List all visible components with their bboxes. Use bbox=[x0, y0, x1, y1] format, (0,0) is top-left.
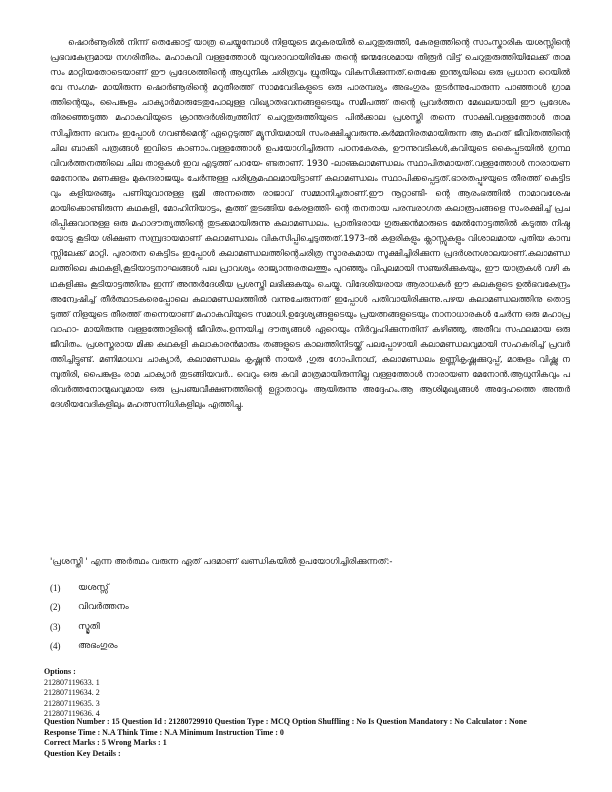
options-list bbox=[50, 578, 350, 656]
option-text: യശസ്സ് bbox=[78, 582, 109, 593]
option-number: (3) bbox=[50, 621, 61, 632]
option-number: (1) bbox=[50, 582, 61, 593]
option-id: 212807119634. 2 bbox=[44, 688, 100, 698]
option-1 bbox=[50, 578, 350, 598]
question-meta-line: Question Number : 15 Question Id : 21280729910 Question Type : MCQ Option Shuffling : No Is Question Mandatory : No Calculator : None bbox=[44, 717, 527, 726]
key-details-line: Question Key Details : bbox=[44, 748, 121, 758]
option-text: സ്മൃതി bbox=[78, 621, 100, 632]
options-label: Options : bbox=[44, 667, 76, 676]
question-info-block bbox=[44, 717, 527, 759]
option-text: വിവർത്തനം bbox=[78, 602, 129, 613]
option-4 bbox=[50, 637, 350, 657]
option-text: അഭംഗുരം bbox=[78, 641, 118, 652]
option-id: 212807119633. 1 bbox=[44, 677, 100, 687]
option-2 bbox=[50, 598, 350, 618]
option-ids-block bbox=[44, 667, 100, 720]
option-id: 212807119635. 3 bbox=[44, 698, 100, 708]
option-number: (4) bbox=[50, 641, 61, 652]
passage-text: ഷൊർണൂരിൽ നിന്ന് തെക്കോട്ട് യാത്ര ചെയ്യുമ്പോൾ നിളയുടെ മറുകരയിൽ ചെറുതുരുത്തി, കേരളത്തിന്റെ സാംസ്കാരിക യശസ്സിന്റെ പ്രഭവകേന്ദ്രമായ നഗരിതീരം. മഹാകവി വള്ളത്തോൾ യുവരാവായിരിക്കേ തന്റെ ജന്മദേശമായ തിരൂർ വിട്ട് ചെറുതുരുത്തിയിലേക്ക് താമസം മാറ്റിയതോടെയാണ് ഈ പ്രദേശത്തിന്റെ ആധുനിക ചരിത്രവും ധ്രുതിയും വികസിക്കുന്നത്.തെക്കേ ഇന്ത്യയിലെ ഒരു പ്രധാന റെയിൽവേ സംഗമ- മായിരുന്ന ഷൊർണൂരിന്റെ മറുതീരത്ത് സാമവേദികളുടെ ഒരു പാരമ്പര്യം അഭംഗുരം തുടർന്നുപോരുന്ന പാഞ്ഞാൾ ഗ്രാമത്തിന്റെയും, പൈങ്കുളം ചാക്യാർമാരുടേതുപോലുള്ള വിഖ്യാതഭവനങ്ങളുടെയും സമീപത്ത് തന്റെ പ്രവർത്തന മേഖലയായി ഈ പ്രദേശം തിരഞ്ഞെടുത്ത മഹാകവിയുടെ ക്രാന്തദർശിത്വത്തിന് ചെറുതുരുത്തിയുടെ പിൽക്കാല പ്രശസ്തി തന്നെ സാക്ഷി.വള്ളത്തോൾ താമസിച്ചിരുന്ന ഭവനം ഇപ്പോൾ ഗവൺമെന്റ് ഏറ്റെടുത്ത് മ്യൂസിയമായി സംരക്ഷിച്ചുവരുന്നു.കർമ്മനിരതമായിരുന്ന ആ മഹത് ജീവിതത്തിന്റെ ചില ബാക്കി പത്രങ്ങൾ ഇവിടെ കാണാം.വള്ളത്തോൾ ഉപയോഗിച്ചിരുന്ന പഠനകേരക, ഊന്നുവടികൾ,കവിയുടെ കൈപ്പടയിൽ ഗ്രന്ഥ വിവർത്തനത്തിലെ ചില താളുകൾ ഇവ എടുത്ത് പറയേ- ണ്ടതാണ്. 1930 -ലാണ്കലാമണ്ഡലം സ്ഥാപിതമായത്.വള്ളത്തോൾ നാരായണ മേനോനും മണക്കുളം മുകുന്ദരാജയും ചേർന്നുള്ള പരിശ്രമഫലമായിട്ടാണ് കലാമണ്ഡലം സ്ഥാപിക്കപ്പെട്ടത്.ഭാരതപ്പുഴയുടെ തീരത്ത് കെട്ടിടവും കളിയരങ്ങും പണിയുവാനുള്ള ഭൂമി അന്നത്തെ രാജാവ് സമ്മാനിച്ചതാണ്.ഈ നൂറ്റാണ്ടി- ന്റെ ആരംഭത്തിൽ നാമാവശേഷമായിക്കൊണ്ടിരുന്ന കഥകളി, മോഹിനിയാട്ടം, കൂത്ത് തുടങ്ങിയ കേരളത്തി- ന്റെ തനതായ പരമ്പരാഗത കലാരൂപങ്ങളെ സംരക്ഷിച്ച് പ്രചരിപ്പിക്കുവാനുള്ള ഒരു മഹാദൗത്യത്തിന്റെ തുടക്കമായിരുന്നു കലാമണ്ഡലം. പ്രാതിഭരായ ഗുരുക്കൻമാരുടെ മേൽനോട്ടത്തിൽ കടുത്ത നിഷ്ഠയോടു കൂടിയ ശിക്ഷണ സമ്പ്രദായമാണ് കലാമണ്ഡലം വികസിപ്പിച്ചെടുത്തത്.1973-ൽ കളരികളും ക്ലാസ്സുകളും വിശാലമായ പുതിയ കാമ്പസ്സിലേക്ക് മാറ്റി. പുരാതന കെട്ടിടം ഇപ്പോൾ കലാമണ്ഡലത്തിന്റെചരിത്ര സ്മാരകമായ സൂക്ഷിച്ചിരിക്കുന്ന പ്രദർശനശാലയാണ്.കലാമണ്ഡലത്തിലെ കഥകളി,കൂടിയാട്ടനാഘങ്ങൾ പല പ്രാവശ്യം രാജ്യാന്തരതലത്തും പുറഞ്ഞും വിപുലമായി സഞ്ചരിക്കുകയും, ഈ യാത്രകൾ വഴി കഥകളിക്കും കൂടിയാട്ടത്തിനും ഇന്ന് അന്തർദേശീയ പ്രശസ്തി ലഭിക്കുകയും ചെയ്യു. വിദേശിയരായ ആരാധകർ ഈ കലകളുടെ ഉൽഭവകേന്ദ്രം അന്വേഷിച്ച് തീർത്ഥാടകരെപ്പോലെ കലാമണ്ഡലത്തിൽ വന്നുചേരുന്നത് ഇപ്പോൾ പതിവായിരിക്കുന്നു.പഴയ കലാമണ്ഡലത്തിനു തൊട്ടടുത്ത് നിളയുടെ തീരത്ത് തന്നെയാണ് മഹാകവിയുടെ സമാധി.ഉദ്ദേശ്യങ്ങളുടെയും പ്രയത്നങ്ങളുടെയും നാനാധാരകൾ ചേർന്ന ഒരു മഹാപ്രവാഹാ- മായിരുന്നു വള്ളത്തോളിന്റെ ജീവിതം.ഉന്നയിച്ച ദൗത്യങ്ങൾ ഏറെയും നിർവ്വഹിക്കുന്നതിന് കഴിഞ്ഞു, അതീവ സഫലമായ ഒരു ജീവിതം. പ്രശസ്തരായ മിക്ക കഥകളി കലാകാരൻമാരും തങ്ങളുടെ കാലത്തിനിടയ്ക്ക് പലപ്പോഴായി കലാമണ്ഡലവുമായി സഹകരിച്ച് പ്രവർത്തിച്ചിട്ടുണ്ട്. മണിമാധവ ചാക്യാർ, കലാമണ്ഡലം കൃഷ്ണൻ നായർ ,ഗുരു ഗോപിനാഥ്, കലാമണ്ഡലം ഉണ്ണികൃഷ്ണക്കുറുപ്പ്, മാങ്കുളം വിഷ്ണു നമ്പൂതിരി, പൈങ്കുളം രാമ ചാക്യാർ തുടങ്ങിയവർ.. വെറും ഒരു കവി മാത്രമായിരുന്നില്ല വള്ളത്തോൾ നാരായണ മേനോൻ.ആധുനികവും പരിവർത്തനോന്മുഖവുമായ ഒരു പ്രപഞ്ചവീക്ഷണത്തിന്റെ ഉദ്ഗാതാവും ആയിരുന്നു അദ്ദേഹം.ആ ആശിമുഖ്യങ്ങൾ അദ്ദേഹത്തെ അന്തർദേശീയവേദികളിലും മഹത്സന്നിധികളിലും എത്തിച്ചു. bbox=[50, 38, 570, 411]
response-time-line: Response Time : N.A Think Time : N.A Minimum Instruction Time : 0 bbox=[44, 727, 284, 737]
question-text: 'പ്രശസ്തി ' എന്ന അർത്ഥം വരുന്ന ഏത് പദമാണ് ഖണ്ഡികയിൽ ഉപയോഗിച്ചിരിക്കുന്നത്:- bbox=[50, 557, 393, 567]
option-id: 212807119636. 4 bbox=[44, 709, 100, 719]
option-number: (2) bbox=[50, 602, 61, 613]
marks-line: Correct Marks : 5 Wrong Marks : 1 bbox=[44, 738, 167, 748]
option-3 bbox=[50, 617, 350, 637]
